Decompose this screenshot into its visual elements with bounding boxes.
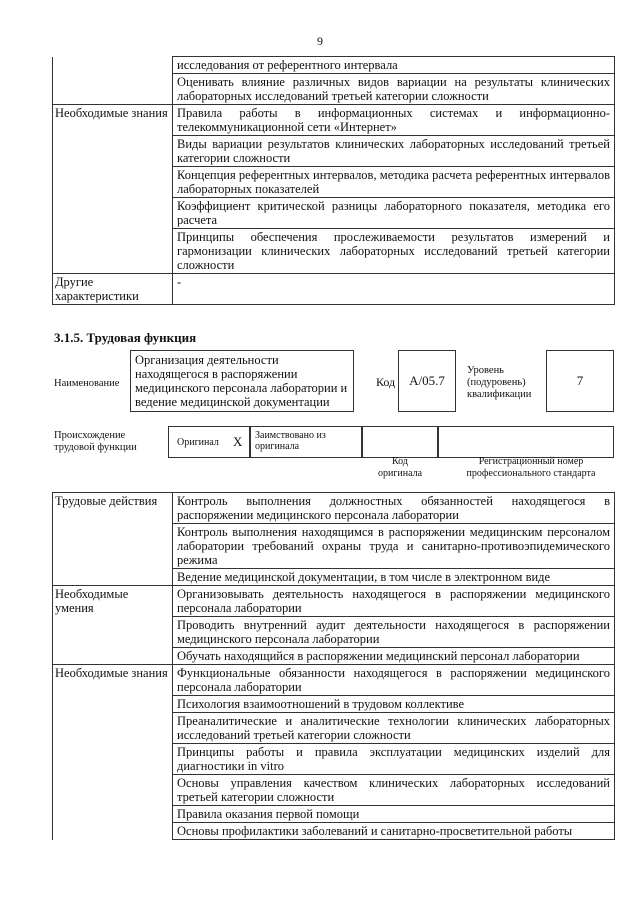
table-row [53,274,615,305]
code-original-box [362,426,438,458]
reg-number-box [438,426,614,458]
borrowed-box [250,426,362,458]
table-row [53,57,615,74]
table-cell: Проводить внутренний аудит деятельности находящегося в распоряжении медицинского персонала лаборатории [173,617,615,648]
origin-label: Происхождение трудовой функции [54,430,137,453]
code-original-label: Код оригинала [377,456,423,479]
table-cell: Виды вариации результатов клинических лабораторных исследований третьей категории сложности [173,136,615,167]
table-cell: Концепция референтных интервалов, методика расчета референтных интервалов лабораторных показателей [173,167,615,198]
original-label: Оригинал [177,437,219,448]
labor-function-table [52,492,615,840]
table-cell: Правила оказания первой помощи [173,806,615,823]
row-label-knowledge: Необходимые знания [53,105,173,274]
row-label-knowledge: Необходимые знания [53,665,173,840]
name-label: Наименование [54,378,120,389]
table-cell: Преаналитические и аналитические технологии клинических лабораторных исследований третьей категории сложности [173,713,615,744]
function-name-box: Организация деятельности находящегося в распоряжении медицинского персонала лаборатории и ведение медицинской документации [130,350,354,412]
level-box: 7 [546,350,614,412]
page-number: 9 [317,34,323,48]
table-cell: Принципы работы и правила эксплуатации медицинских изделий для диагностики in vitro [173,744,615,775]
reg-number-label: Регистрационный номер профессионального стандарта [466,456,596,479]
row-label-actions: Трудовые действия [53,493,173,586]
table-cell: Организовывать деятельность находящегося в распоряжении медицинского персонала лаборатории [173,586,615,617]
table-cell: Функциональные обязанности находящегося в распоряжении медицинского персонала лаборатории [173,665,615,696]
borrowed-label: Заимствовано из оригинала [255,430,326,452]
table-cell: Правила работы в информационных системах и информационно-телекоммуникационной сети «Интернет» [173,105,615,136]
table-cell: Оценивать влияние различных видов вариации на результаты клинических лабораторных исследований третьей категории сложности [173,74,615,105]
code-label: Код [376,375,396,389]
table-cell: Контроль выполнения находящимся в распоряжении медицинским персоналом лаборатории требований охраны труда и санитарно-противоэпидемического режима [173,524,615,569]
table-row [53,586,615,617]
code-box: A/05.7 [398,350,456,412]
table-row [53,493,615,524]
table-cell: Психология взаимоотношений в трудовом коллективе [173,696,615,713]
knowledge-table-continued [52,56,615,305]
level-label: Уровень (подуровень) квалификации [467,365,532,400]
table-cell: Контроль выполнения должностных обязанностей находящегося в распоряжении медицинского персонала лаборатории [173,493,615,524]
table-row [53,665,615,696]
original-box [168,426,250,458]
table-row [53,105,615,136]
table-cell: Основы управления качеством клинических лабораторных исследований третьей категории сложности [173,775,615,806]
table-cell: Обучать находящийся в распоряжении медицинский персонал лаборатории [173,648,615,665]
original-mark: X [233,434,243,449]
row-label-other: Другие характеристики [53,274,173,305]
table-cell: Основы профилактики заболеваний и санитарно-просветительной работы [173,823,615,840]
section-title: 3.1.5. Трудовая функция [54,330,197,345]
row-label [53,57,173,105]
table-cell: Ведение медицинской документации, в том числе в электронном виде [173,569,615,586]
table-cell: исследования от референтного интервала [173,57,615,74]
row-label-skills: Необходимые умения [53,586,173,665]
table-cell: - [173,274,615,305]
table-cell: Коэффициент критической разницы лабораторного показателя, методика его расчета [173,198,615,229]
table-cell: Принципы обеспечения прослеживаемости результатов измерений и гармонизации клинических лабораторных исследований третьей категории сложности [173,229,615,274]
